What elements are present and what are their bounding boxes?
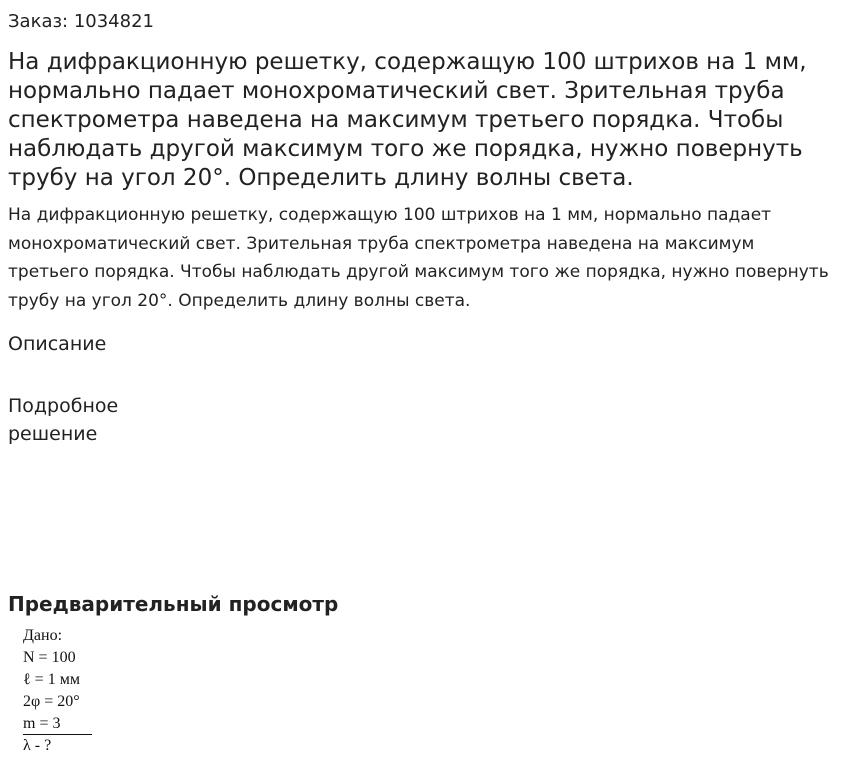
- problem-title: На дифракционную решетку, содержащую 100 штрихов на 1 мм, нормально падает монохроматический свет. Зрительная труба спектрометра наведена на максимум третьего порядка. Чтобы наблюдать другой максимум того же порядка, нужно повернуть трубу на угол 20°. Определить длину волны света.: [8, 49, 807, 191]
- given-header: Дано:: [23, 627, 63, 644]
- given-line: ℓ = 1 мм: [23, 671, 80, 688]
- given-line: m = 3: [23, 715, 61, 732]
- preview-given-block: [23, 625, 93, 735]
- given-line: 2φ = 20°: [23, 693, 80, 710]
- preview-heading: Предварительный просмотр: [8, 592, 339, 616]
- given-line: N = 100: [23, 649, 76, 666]
- order-number: Заказ: 1034821: [8, 11, 154, 32]
- description-label: Описание: [8, 333, 107, 355]
- given-find: λ - ?: [23, 737, 52, 754]
- given-divider: [23, 734, 92, 735]
- problem-text: На дифракционную решетку, содержащую 100 штрихов на 1 мм, нормально падает монохроматический свет. Зрительная труба спектрометра наведена на максимум третьего порядка. Чтобы наблюдать другой максимум того же порядка, нужно повернуть трубу на угол 20°. Определить длину волны света.: [8, 205, 829, 311]
- solution-label: Подробное решение: [8, 395, 119, 445]
